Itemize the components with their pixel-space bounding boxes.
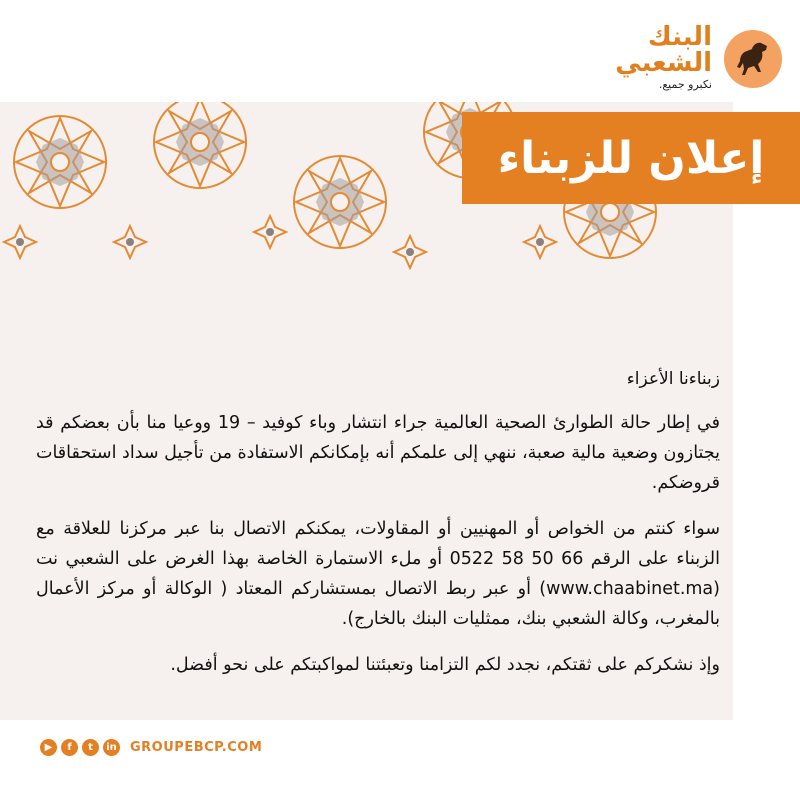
paragraph-2: سواء كنتم من الخواص أو المهنيين أو المقاولات، يمكنكم الاتصال بنا عبر مركزنا للعلاقة مع الزبناء على الرقم 66 50 58 0522 أو ملء الاستمارة الخاصة بهذا الغرض على الشعبي نت (www.chaabinet.ma) أو عبر ربط الاتصال بمستشاركم المعتاد ( الوكالة أو مركز الأعمال بالمغرب، وكالة الشعبي بنك، ممثليات البنك بالخارج). (36, 519, 720, 629)
facebook-icon[interactable]: f (61, 739, 78, 756)
page-title: إعلان للزبناء (497, 132, 765, 184)
announcement-body (36, 364, 720, 696)
greeting: زبناءنا الأعزاء (626, 369, 720, 389)
horse-icon (724, 30, 782, 88)
linkedin-icon[interactable]: in (103, 739, 120, 756)
logo-tagline: نكبرو جميع. (658, 78, 712, 91)
logo-name-line1: البنك (647, 22, 712, 52)
website-link[interactable]: GROUPEBCP.COM (130, 739, 263, 755)
twitter-icon[interactable]: t (82, 739, 99, 756)
logo-name-line2: الشعبي (615, 48, 712, 78)
paragraph-3: وإذ نشكركم على ثقتكم، نجدد لكم التزامنا وتعبئتنا لمواكبتكم على نحو أفضل. (170, 655, 720, 675)
logo-wordmark (615, 24, 712, 91)
footer (40, 736, 262, 758)
title-banner (462, 112, 800, 204)
paragraph-1: في إطار حالة الطوارئ الصحية العالمية جراء انتشار وباء كوفيد – 19 ووعيا منا بأن بعضكم قد يجتازون وضعية مالية صعبة، ننهي إلى علمكم أنه بإمكانكم الاستفادة من تأجيل سداد استحقاقات قروضكم. (36, 413, 720, 493)
bank-logo (562, 24, 782, 90)
youtube-icon[interactable]: ▶ (40, 739, 57, 756)
